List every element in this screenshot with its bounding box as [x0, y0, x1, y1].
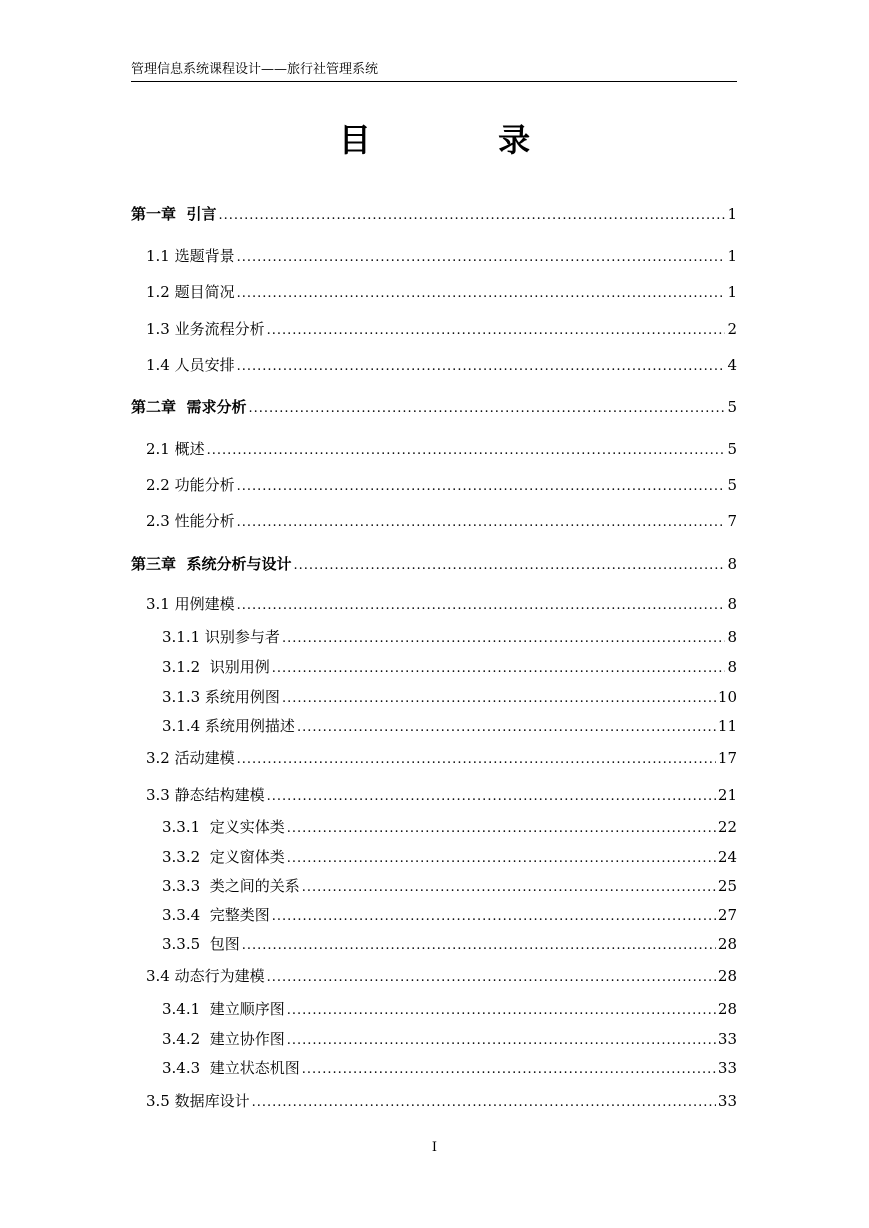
toc-section-entry[interactable]	[131, 625, 737, 649]
toc-entry-label: 3.3.1 定义实体类	[162, 818, 285, 836]
toc-entry-page: 10	[717, 688, 737, 706]
toc-section-entry[interactable]	[131, 473, 737, 497]
toc-leader-dots	[237, 511, 726, 535]
toc-entry-page: 24	[717, 848, 737, 866]
toc-entry-page: 5	[727, 440, 737, 458]
toc-entry-label: 1.4 人员安排	[146, 356, 235, 374]
toc-entry-label: 3.4.1 建立顺序图	[162, 1000, 285, 1018]
toc-leader-dots	[287, 1029, 716, 1053]
toc-leader-dots	[282, 627, 726, 651]
toc-entry-page: 22	[717, 818, 737, 836]
toc-entry-page: 1	[727, 247, 737, 265]
toc-leader-dots	[272, 657, 726, 681]
toc-section-entry[interactable]	[131, 714, 737, 738]
toc-section-entry[interactable]	[131, 509, 737, 533]
toc-leader-dots	[302, 876, 716, 900]
toc-section-entry[interactable]	[131, 353, 737, 377]
toc-entry-page: 28	[717, 1000, 737, 1018]
toc-section-entry[interactable]	[131, 1089, 737, 1113]
page-number: I	[431, 1140, 438, 1155]
toc-entry-label: 2.2 功能分析	[146, 476, 235, 494]
toc-leader-dots	[267, 319, 726, 343]
toc-leader-dots	[302, 1058, 716, 1082]
page-title: 目 录	[338, 121, 589, 159]
toc-leader-dots	[218, 204, 725, 228]
toc-section-entry[interactable]	[131, 932, 737, 956]
toc-entry-label: 3.5 数据库设计	[146, 1092, 250, 1110]
toc-entry-label: 第三章 系统分析与设计	[131, 555, 292, 573]
toc-entry-label: 1.1 选题背景	[146, 247, 235, 265]
toc-entry-page: 5	[727, 398, 737, 416]
toc-entry-page: 33	[717, 1092, 737, 1110]
toc-entry-page: 33	[717, 1030, 737, 1048]
toc-section-entry[interactable]	[131, 685, 737, 709]
toc-entry-page: 28	[717, 967, 737, 985]
toc-entry-page: 27	[717, 906, 737, 924]
toc-entry-page: 25	[717, 877, 737, 895]
toc-entry-page: 33	[717, 1059, 737, 1077]
toc-entry-label: 3.1.1 识别参与者	[162, 628, 280, 646]
toc-entry-page: 7	[727, 512, 737, 530]
toc-entry-label: 3.4.2 建立协作图	[162, 1030, 285, 1048]
toc-section-entry[interactable]	[131, 244, 737, 268]
toc-entry-label: 第二章 需求分析	[131, 398, 247, 416]
toc-entry-label: 3.3.3 类之间的关系	[162, 877, 300, 895]
toc-leader-dots	[237, 594, 726, 618]
toc-chapter-entry[interactable]	[131, 202, 737, 226]
toc-leader-dots	[287, 847, 716, 871]
toc-leader-dots	[287, 817, 716, 841]
toc-chapter-entry[interactable]	[131, 395, 737, 419]
toc-entry-label: 2.1 概述	[146, 440, 205, 458]
toc-section-entry[interactable]	[131, 592, 737, 616]
toc-section-entry[interactable]	[131, 997, 737, 1021]
toc-leader-dots	[252, 1091, 716, 1115]
toc-section-entry[interactable]	[131, 317, 737, 341]
toc-section-entry[interactable]	[131, 655, 737, 679]
toc-entry-page: 11	[717, 717, 737, 735]
toc-section-entry[interactable]	[131, 964, 737, 988]
toc-leader-dots	[207, 439, 726, 463]
toc-entry-label: 3.1.4 系统用例描述	[162, 717, 295, 735]
toc-leader-dots	[237, 355, 726, 379]
toc-entry-page: 17	[717, 749, 737, 767]
toc-entry-label: 3.3 静态结构建模	[146, 786, 265, 804]
toc-leader-dots	[287, 999, 716, 1023]
toc-section-entry[interactable]	[131, 1056, 737, 1080]
toc-entry-label: 3.3.4 完整类图	[162, 906, 270, 924]
header-rule	[131, 81, 737, 82]
toc-leader-dots	[237, 246, 726, 270]
toc-leader-dots	[267, 966, 716, 990]
toc-leader-dots	[237, 282, 726, 306]
toc-entry-label: 3.2 活动建模	[146, 749, 235, 767]
toc-section-entry[interactable]	[131, 746, 737, 770]
toc-entry-label: 第一章 引言	[131, 205, 217, 223]
toc-entry-page: 8	[727, 658, 737, 676]
toc-entry-page: 8	[727, 628, 737, 646]
toc-section-entry[interactable]	[131, 874, 737, 898]
toc-entry-label: 3.3.5 包图	[162, 935, 240, 953]
toc-entry-page: 1	[727, 205, 737, 223]
running-header: 管理信息系统课程设计——旅行社管理系统	[131, 62, 379, 77]
toc-chapter-entry[interactable]	[131, 552, 737, 576]
toc-leader-dots	[267, 785, 716, 809]
toc-entry-label: 2.3 性能分析	[146, 512, 235, 530]
toc-entry-page: 8	[727, 555, 737, 573]
toc-section-entry[interactable]	[131, 845, 737, 869]
toc-leader-dots	[248, 397, 725, 421]
toc-entry-page: 4	[727, 356, 737, 374]
toc-entry-label: 3.4 动态行为建模	[146, 967, 265, 985]
toc-entry-page: 5	[727, 476, 737, 494]
toc-section-entry[interactable]	[131, 437, 737, 461]
toc-leader-dots	[272, 905, 716, 929]
toc-entry-page: 1	[727, 283, 737, 301]
toc-leader-dots	[237, 748, 716, 772]
toc-entry-label: 3.1.2 识别用例	[162, 658, 270, 676]
toc-leader-dots	[297, 716, 716, 740]
toc-entry-label: 1.2 题目简况	[146, 283, 235, 301]
toc-entry-page: 2	[727, 320, 737, 338]
toc-entry-label: 3.4.3 建立状态机图	[162, 1059, 300, 1077]
toc-section-entry[interactable]	[131, 280, 737, 304]
toc-entry-label: 3.1.3 系统用例图	[162, 688, 280, 706]
toc-leader-dots	[242, 934, 716, 958]
toc-entry-label: 3.1 用例建模	[146, 595, 235, 613]
toc-leader-dots	[293, 554, 725, 578]
toc-section-entry[interactable]	[131, 1027, 737, 1051]
toc-entry-label: 3.3.2 定义窗体类	[162, 848, 285, 866]
toc-entry-page: 8	[727, 595, 737, 613]
toc-section-entry[interactable]	[131, 815, 737, 839]
toc-section-entry[interactable]	[131, 783, 737, 807]
toc-leader-dots	[237, 475, 726, 499]
toc-entry-page: 21	[717, 786, 737, 804]
toc-section-entry[interactable]	[131, 903, 737, 927]
toc-leader-dots	[282, 687, 716, 711]
toc-entry-label: 1.3 业务流程分析	[146, 320, 265, 338]
toc-entry-page: 28	[717, 935, 737, 953]
